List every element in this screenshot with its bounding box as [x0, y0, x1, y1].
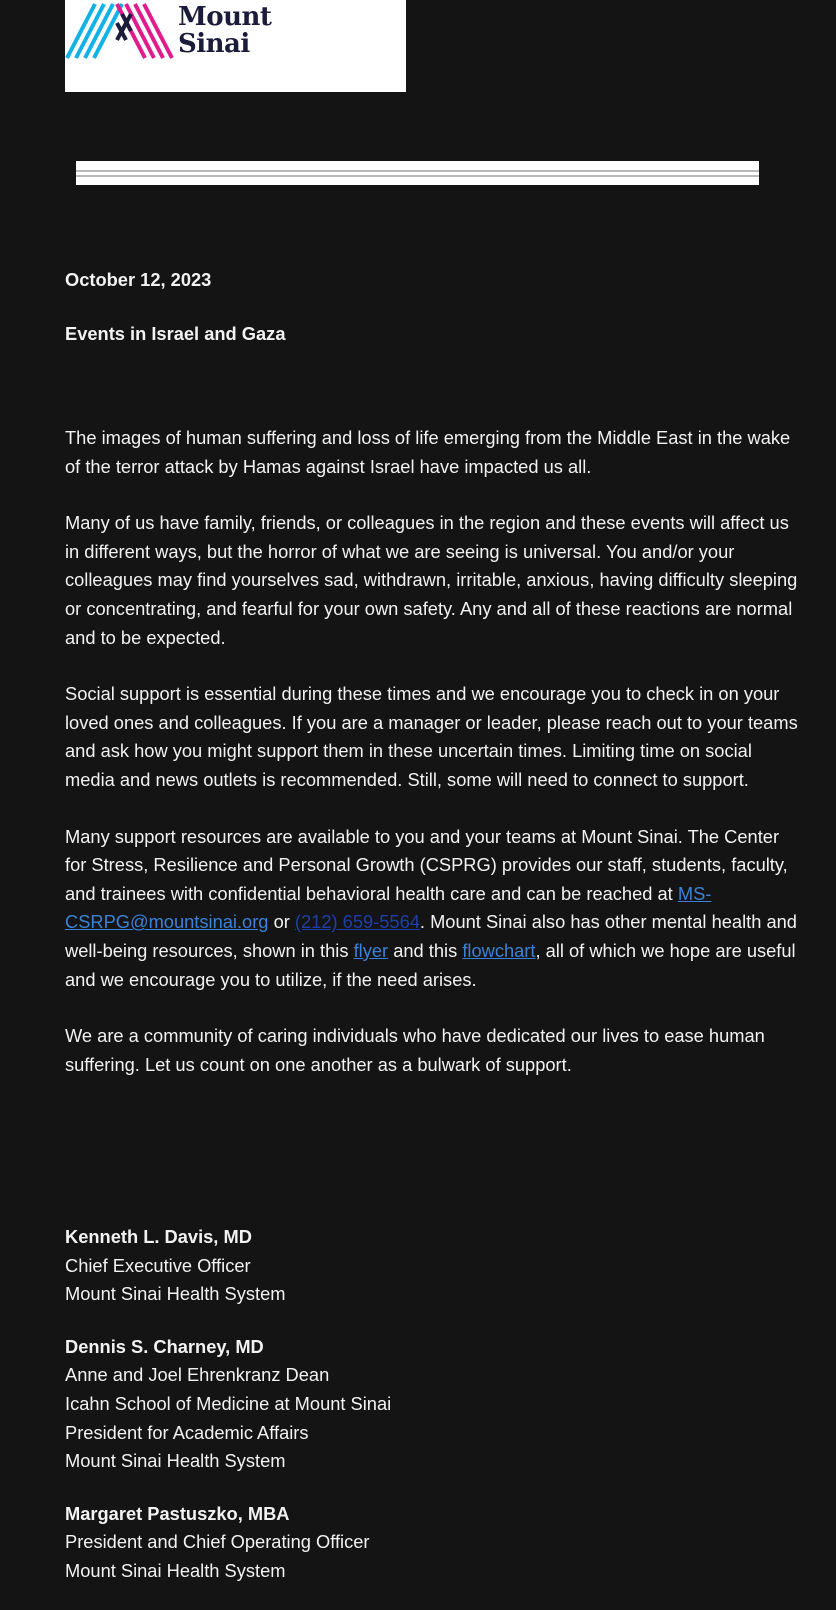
signatory-title: Mount Sinai Health System [65, 1283, 286, 1305]
flyer-link[interactable]: flyer [353, 939, 389, 961]
paragraph-4-text-d: and this [388, 939, 463, 961]
signatory-name: Margaret Pastuszko, MBA [65, 1502, 290, 1524]
signatory-title: Mount Sinai Health System [65, 1450, 286, 1472]
letter-subject: Events in Israel and Gaza [65, 323, 286, 344]
mount-sinai-logo [65, 0, 406, 92]
paragraph-1: The images of human suffering and loss of life emerging from the Middle East in the wake of the terror attack by Hamas against Israel have impacted us all. [65, 427, 791, 477]
paragraph-4-text-e: , all of which we hope are useful and we encourage you to utilize, if the need arises. [65, 939, 796, 990]
phone-link[interactable]: (212) 659-5564 [294, 911, 420, 933]
divider-line [76, 170, 759, 172]
paragraph-4 [65, 823, 800, 995]
signatory-title: Chief Executive Officer [65, 1254, 251, 1276]
paragraph-2: Many of us have family, friends, or colleagues in the region and these events will affect us in different ways, but the horror of what we are seeing is universal. You and/or your colleagues may find yourselves sad, withdrawn, irritable, anxious, having difficulty sleeping or concentrating, and fearful for your own safety. Any and all of these reactions are normal and to be expected. [65, 512, 798, 648]
signatory-name: Dennis S. Charney, MD [65, 1335, 264, 1357]
email-link[interactable]: MS-CSRPG@mountsinai.org [65, 882, 712, 933]
paragraph-4-text-c: . Mount Sinai also has other mental health and well-being resources, shown in this [65, 911, 797, 961]
paragraph-4-text-a: Many support resources are available to you and your teams at Mount Sinai. The Center for Stress, Resilience and Personal Growth (CSPRG) provides our staff, students, faculty, and trainees with confidential behavioral health care and can be reached at [65, 825, 788, 904]
signature-2 [65, 1333, 800, 1476]
header-divider [76, 161, 759, 185]
signatory-name: Kenneth L. Davis, MD [65, 1226, 252, 1247]
flowchart-link[interactable]: flowchart [462, 939, 536, 961]
signature-block [65, 1223, 800, 1610]
mount-sinai-logo-mark-icon [65, 0, 177, 62]
signatory-title: Mount Sinai Health System [65, 1559, 286, 1581]
paragraph-3: Social support is essential during these times and we encourage you to check in on your loved ones and colleagues. If you are a manager or leader, please reach out to your teams and ask how you might support them in these uncertain times. Limiting time on social media and news outlets is recommended. Still, some will need to connect to support. [65, 683, 798, 790]
signatory-title: President for Academic Affairs [65, 1421, 309, 1443]
letter-body [65, 424, 800, 1107]
signature-1 [65, 1223, 800, 1309]
signatory-title: President and Chief Operating Officer [65, 1531, 370, 1553]
logo-word-sinai: Sinai [178, 29, 250, 59]
paragraph-5: We are a community of caring individuals who have dedicated our lives to ease human suffering. Let us count on one another as a bulwark of support. [65, 1025, 765, 1075]
paragraph-4-text-b: or [268, 911, 295, 933]
logo-wordmark [178, 4, 271, 58]
signatory-title: Icahn School of Medicine at Mount Sinai [65, 1392, 392, 1414]
letter-date: October 12, 2023 [65, 269, 212, 290]
logo-word-mount: Mount [178, 2, 272, 32]
signature-3 [65, 1500, 800, 1586]
divider-line [76, 175, 759, 177]
signatory-title: Anne and Joel Ehrenkranz Dean [65, 1364, 330, 1386]
